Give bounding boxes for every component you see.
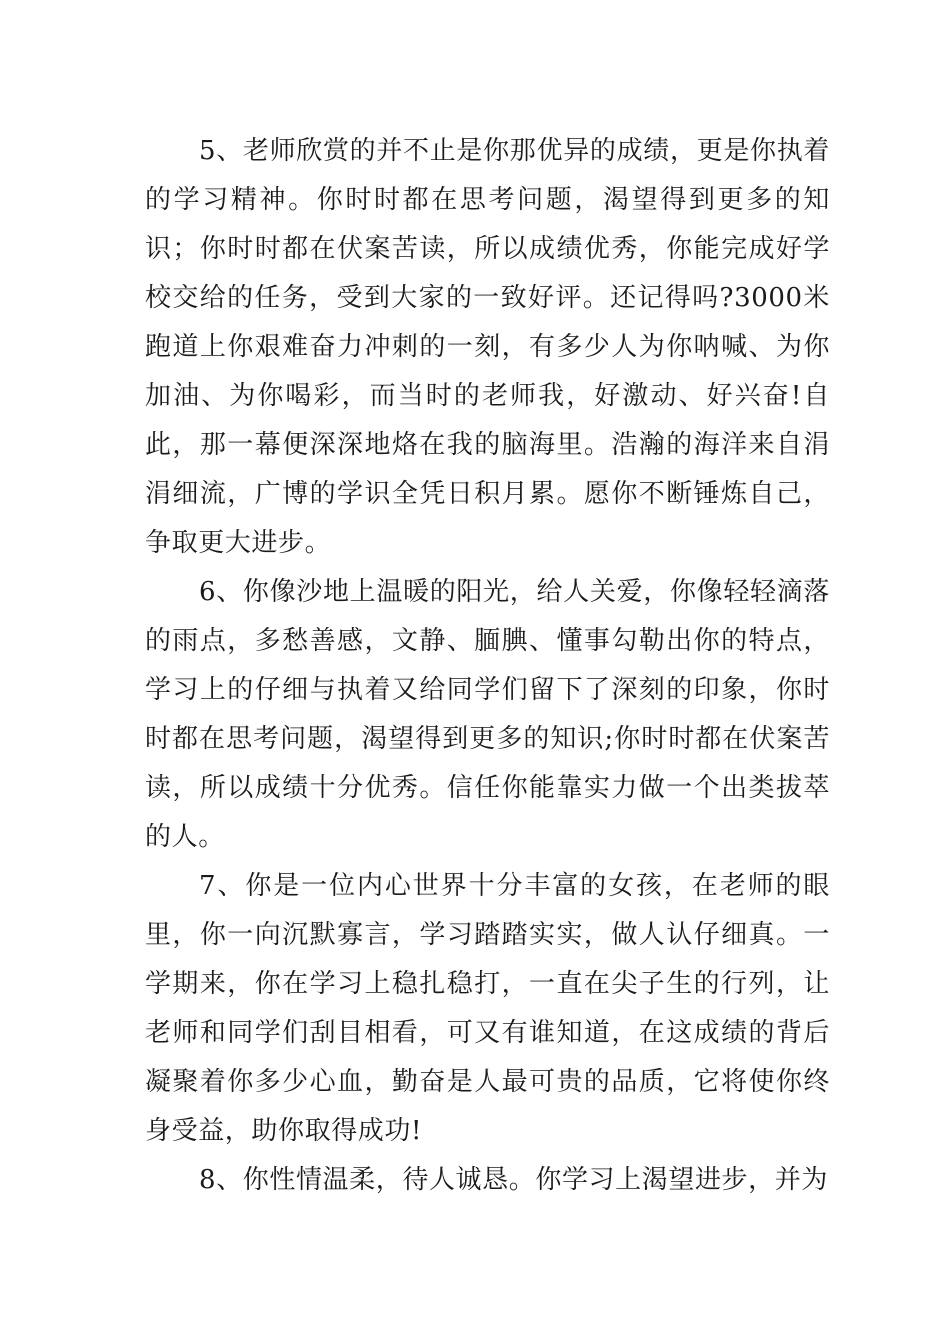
document-body	[145, 127, 830, 1205]
paragraph-6: 6、你像沙地上温暖的阳光，给人关爱，你像轻轻滴落的雨点，多愁善感，文静、腼腆、懂事勾勒出你的特点，学习上的仔细与执着又给同学们留下了深刻的印象，你时时都在思考问题，渴望得到更多的知识;你时时都在伏案苦读，所以成绩十分优秀。信任你能靠实力做一个出类拔萃的人。	[145, 577, 830, 852]
paragraph-7: 7、你是一位内心世界十分丰富的女孩，在老师的眼里，你一向沉默寡言，学习踏踏实实，做人认仔细真。一学期来，你在学习上稳扎稳打，一直在尖子生的行列，让老师和同学们刮目相看，可又有谁知道，在这成绩的背后凝聚着你多少心血，勤奋是人最可贵的品质，它将使你终身受益，助你取得成功!	[145, 871, 830, 1146]
paragraph-8: 8、你性情温柔，待人诚恳。你学习上渴望进步，并为	[199, 1165, 828, 1195]
paragraph-5: 5、老师欣赏的并不止是你那优异的成绩，更是你执着的学习精神。你时时都在思考问题，渴望得到更多的知识；你时时都在伏案苦读，所以成绩优秀，你能完成好学校交给的任务，受到大家的一致好评。还记得吗?3000米跑道上你艰难奋力冲刺的一刻，有多少人为你呐喊、为你加油、为你喝彩，而当时的老师我，好激动、好兴奋!自此，那一幕便深深地烙在我的脑海里。浩瀚的海洋来自涓涓细流，广博的学识全凭日积月累。愿你不断锤炼自己，争取更大进步。	[145, 136, 830, 558]
